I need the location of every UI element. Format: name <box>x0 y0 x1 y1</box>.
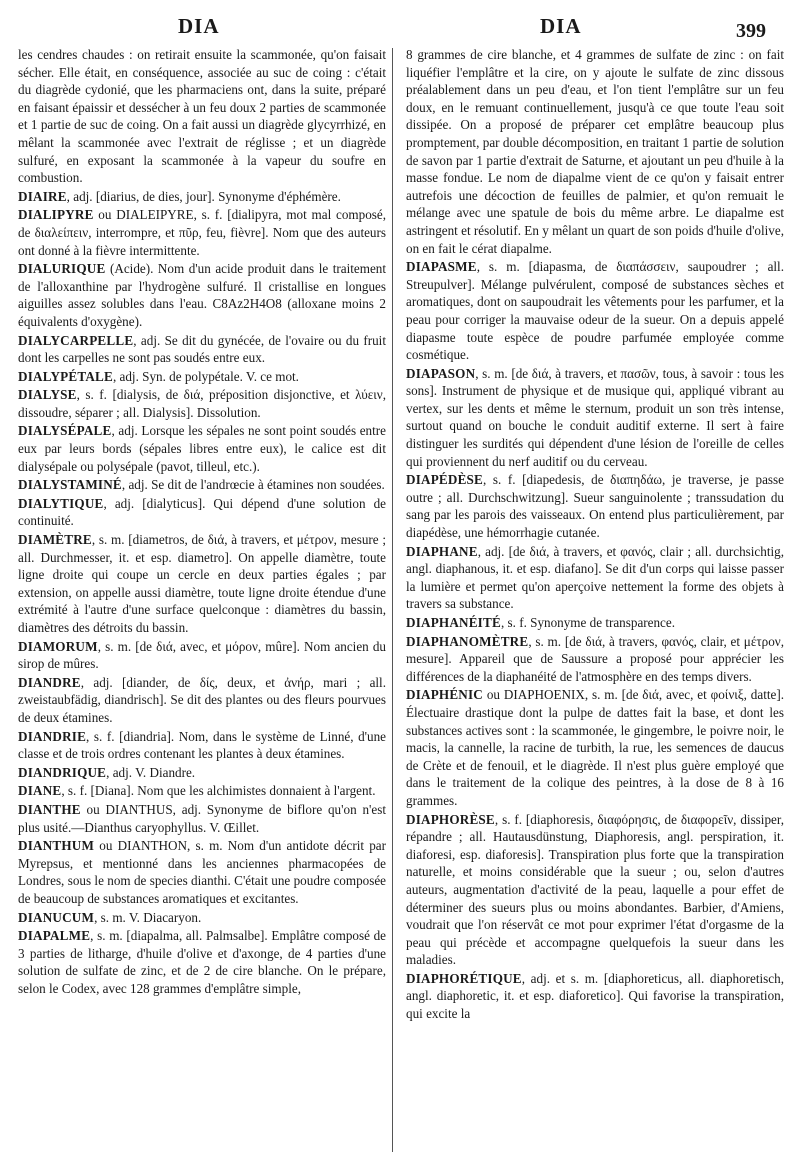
entry-headword: DIAPHORÉTIQUE <box>406 970 522 986</box>
entry-headword: DIAPHANE <box>406 543 478 559</box>
dictionary-entry <box>406 258 784 364</box>
entry-headword: DIALYSE <box>18 387 77 403</box>
entry-text: , adj. [dialyticus]. Qui dépend d'une solution de continuité. <box>18 495 386 529</box>
dictionary-entry <box>18 495 386 530</box>
entry-text: , adj. Se dit de l'andrœcie à étamines non soudées. <box>121 477 385 493</box>
entry-text: , s. m. [diapasma, de διαπάσσειν, saupoudrer ; all. Streupulver]. Mélange pulvérulent, composé de substances sèches et aromatiques, dont on saupoudrait les vêtements pour les parfumer, et la peau pour corriger la mauvaise odeur de la sueur. On a depuis appelé diapasme toute espèce de poudre parfumée employée comme cosmétique. <box>406 259 784 363</box>
dictionary-entry <box>18 188 386 206</box>
entry-headword: DIALIPYRE <box>18 207 94 223</box>
running-head-left: DIA <box>178 14 220 38</box>
entry-headword: DIAPÉDÈSE <box>406 472 484 488</box>
entry-continuation <box>406 46 784 257</box>
entry-headword: DIAPHANOMÈTRE <box>406 633 529 649</box>
entry-headword: DIANDRIQUE <box>18 764 107 780</box>
dictionary-entry <box>18 728 386 763</box>
column-divider <box>392 48 393 1152</box>
dictionary-entry <box>18 927 386 997</box>
entry-text: , s. m. V. Diacaryon. <box>94 909 202 925</box>
entry-text: , adj. Se dit du gynécée, de l'ovaire ou du fruit dont les carpelles ne sont pas soudés entre eux. <box>18 332 386 366</box>
dictionary-entry <box>18 638 386 673</box>
entry-text: , s. f. [diaphoresis, διαφόρησις, de διαφορεῖν, dissiper, répandre ; all. Hautausdünstung, Diaphoresis, angl. perspiration, it. diaforesi, esp. diaforesis]. Transpiration plus forte que la transpiration naturelle, et moins considérable que la sueur ; ou, selon d'autres auteurs, augmentation d'activité de la peau, laquelle a pour effet de déterminer des sueurs plus ou moins abondantes. Barbier, d'Amiens, voudrait que l'on réservât ce mot pour exprimer l'état d'orgasme de la peau qui précède et accompagne quelquefois la sueur dans les maladies. <box>406 811 784 968</box>
entry-text: , s. f. [dialysis, de διά, préposition disjonctive, et λύειν, dissoudre, séparer ; all. Dialysis]. Dissolution. <box>18 387 386 420</box>
running-head-right: DIA <box>540 14 582 38</box>
dictionary-entry <box>18 386 386 421</box>
entry-headword: DIANUCUM <box>18 909 95 925</box>
entry-headword: DIANE <box>18 783 62 799</box>
entry-text: , s. m. [diametros, de διά, à travers, et μέτρον, mesure ; all. Durchmesser, it. et esp. diametro]. On appelle diamètre, toute ligne droite qui coupe un cercle en deux parties égales ; par extension, on appelle aussi diamètre, toute ligne droite étendue d'une extrémité à l'autre d'une surface quelconque : diamètres du bassin, diamètres des détroits du bassin. <box>18 532 386 635</box>
entry-text: , s. f. [Diana]. Nom que les alchimistes donnaient à l'argent. <box>61 783 376 799</box>
dictionary-entry <box>18 422 386 475</box>
dictionary-entry <box>406 471 784 541</box>
entry-headword: DIAIRE <box>18 188 67 204</box>
entry-headword: DIALYSÉPALE <box>18 423 112 439</box>
dictionary-entry <box>406 543 784 613</box>
dictionary-entry <box>18 909 386 927</box>
entry-headword: DIALYPÉTALE <box>18 368 113 384</box>
entry-text: , adj. Lorsque les sépales ne sont point soudés entre eux par leurs bords (sépales libres entre eux), le calice est dit dialysépale ou polysépale (pavot, tilleul, etc.). <box>18 423 386 474</box>
entry-headword: DIAPASME <box>406 259 477 275</box>
entry-text: (Acide). Nom d'un acide produit dans le traitement de l'alloxanthine par l'hydrogène sulfuré. Il cristallise en longues aiguilles assez solubles dans l'eau. C8Az2H4O8 (alloxane moins 2 équivalents d'oxygène). <box>18 261 386 329</box>
dictionary-entry <box>18 801 386 836</box>
entry-text: , s. f. [diapedesis, de διαπηδάω, je traverse, je passe outre ; all. Durchschwitzung]. Sueur sanguinolente ; transsudation du sang par les parois des vaisseaux. On entend plus particulièrement, par diapédèse, une hémorrhagie cutanée. <box>406 472 784 541</box>
entry-text: 8 grammes de cire blanche, et 4 grammes de sulfate de zinc : on fait liquéfier l'emplâtre et la cire, on y ajoute le sulfate de zinc dissous préalablement dans un peu d'eau, et l'on tient l'emplâtre sur un feu doux, en le remuant continuellement, jusqu'à ce que toute l'eau soit dissipée. On a proposé de préparer cet emplâtre beaucoup plus promptement, par double décomposition, en traitant 1 partie de solution de savon par 1 partie d'extrait de Saturne, et ajoutant un peu d'huile à la masse fondue. Le nom de diapalme vient de ce qu'on y faisait entrer autrefois une décoction de feuilles de palmier, et qu'on remuait le mélange avec une spatule de bois du même arbre. Le diapalme est astringent et résolutif. En y mêlant un quart de son poids d'huile d'olive, on en fait le cérat diapalme. <box>406 47 784 256</box>
dictionary-entry <box>406 970 784 1023</box>
dictionary-entry <box>18 674 386 727</box>
dictionary-entry <box>18 782 386 800</box>
entry-headword: DIANDRIE <box>18 728 87 744</box>
entry-headword: DIALURIQUE <box>18 261 106 277</box>
entry-headword: DIALYCARPELLE <box>18 332 134 348</box>
entry-text: , adj. et s. m. [diaphoreticus, all. diaphoretisch, angl. diaphoretic, it. et esp. diaforetico]. Qui favorise la transpiration, qui excite la <box>406 970 784 1022</box>
entry-text: ou DIALEIPYRE, s. f. [dialipyra, mot mal composé, de διαλείπειν, interrompre, et πῦρ, feu, fièvre]. Nom que des auteurs ont donné à la fièvre intermittente. <box>18 207 386 258</box>
entry-headword: DIANTHUM <box>18 838 95 854</box>
entry-text: , s. m. [de διά, à travers, φανός, clair, et μέτρον, mesure]. Appareil que de Saussure a proposé pour apprécier les différences de la diaphanéité de l'atmosphère en des temps divers. <box>406 633 784 684</box>
entry-headword: DIAPHÉNIC <box>406 687 483 703</box>
entry-text: , adj. Syn. de polypétale. V. ce mot. <box>112 368 299 384</box>
entry-headword: DIALYTIQUE <box>18 495 104 511</box>
entry-headword: DIANDRE <box>18 674 81 690</box>
right-column <box>406 46 784 1023</box>
left-column <box>18 46 386 997</box>
dictionary-entry <box>406 686 784 809</box>
entry-text: ou DIAPHOENIX, s. m. [de διά, avec, et φοίνιξ, datte]. Électuaire drastique dont la pulpe de dattes fait la base, et dont les substances actives sont : la scammonée, le gingembre, le poivre noir, le macis, la cannelle, la racine de turbith, la rue, les semences de daucus de Crète et de fenouil, et le diagrède. Il n'est plus guère employé que dans le traitement de la colique des peintres, à la dose de 8 à 16 grammes. <box>406 687 784 808</box>
entry-headword: DIAMÈTRE <box>18 532 92 548</box>
entry-text: , s. m. [diapalma, all. Palmsalbe]. Emplâtre composé de 3 parties de litharge, d'huile d'olive et d'axonge, de 4 parties d'une solution de sulfate de zinc, et de 2 de cire blanche. On le prépare, selon le Codex, avec 128 grammes d'emplâtre simple, <box>18 928 386 996</box>
entry-text: , adj. [diarius, de dies, jour]. Synonyme d'éphémère. <box>66 188 341 204</box>
page-number: 399 <box>736 20 766 42</box>
entry-text: les cendres chaudes : on retirait ensuite la scammonée, qu'on faisait sécher. Elle était, en conséquence, associée au suc de coing : c'était du diagrède cydonié, que les pharmaciens ont, dans la suite, préparé en faisant épaissir et dessécher à un feu doux 2 parties de scammonée et 1 partie de suc de coing. On a fait aussi un diagrède glycyrrhizé, en mêlant la scammonée avec l'extrait de réglisse ; et un diagrède sulfuré, en exposant la scammonée à la vapeur du soufre en combustion. <box>18 47 386 186</box>
entry-continuation <box>18 46 386 187</box>
entry-text: , s. f. Synonyme de transparence. <box>500 615 675 630</box>
dictionary-entry <box>18 260 386 330</box>
entry-text: , adj. V. Diandre. <box>106 764 196 780</box>
dictionary-entry <box>18 206 386 259</box>
dictionary-entry <box>18 531 386 637</box>
entry-text: ou DIANTHON, s. m. Nom d'un antidote décrit par Myrepsus, et mentionné dans les anciennes pharmacopées de Londres, sous le nom de species dianthi. C'était une poudre composée de beaucoup de substances aromatiques et excitantes. <box>18 838 386 906</box>
entry-headword: DIAPHORÈSE <box>406 811 495 827</box>
entry-headword: DIAPHANÉITÉ <box>406 615 501 630</box>
dictionary-entry <box>18 332 386 367</box>
entry-headword: DIAPALME <box>18 928 91 944</box>
entry-text: , s. f. [diandria]. Nom, dans le système de Linné, d'une classe et de trois ordres contenant les plantes à deux étamines. <box>18 728 386 762</box>
dictionary-entry <box>406 633 784 686</box>
entry-text: ou DIANTHUS, adj. Synonyme de biflore qu'on n'est plus usité.—Dianthus caryophyllus. V. Œillet. <box>18 801 386 835</box>
entry-text: , adj. [diander, de δίς, deux, et ἀνήρ, mari ; all. zweistaubfädig, diandrisch]. Se dit des plantes ou des fleurs pourvues de deux étamines. <box>18 674 386 725</box>
dictionary-entry <box>406 614 784 632</box>
dictionary-entry <box>18 837 386 907</box>
entry-text: , s. m. [de διά, à travers, et πασῶν, tous, à savoir : tous les sons]. Instrument de physique et de musique qui, appliqué vibrant au vertex, sur les dents et même le sternum, produit un son très intense, surtout quand on bouche le conduit auditif externe. Il sert à faire distinguer les surdités qui dépendent d'une lésion de l'oreille de celles qui proviennent du nerf auditif ou du cerveau. <box>406 365 784 469</box>
entry-headword: DIAPASON <box>406 365 476 381</box>
entry-text: , s. m. [de διά, avec, et μόρον, mûre]. Nom ancien du sirop de mûres. <box>18 638 386 672</box>
dictionary-entry <box>18 368 386 386</box>
entry-headword: DIALYSTAMINÉ <box>18 477 122 493</box>
dictionary-entry <box>406 811 784 969</box>
entry-text: , adj. [de διά, à travers, et φανός, clair ; all. durchsichtig, angl. diaphanous, it. et esp. diafano]. Se dit d'un corps qui laisse passer la lumière et permet qu'on aperçoive nettement la forme des objets à travers sa substance. <box>406 543 784 612</box>
dictionary-entry <box>18 764 386 782</box>
entry-headword: DIAMORUM <box>18 638 98 654</box>
dictionary-entry <box>406 365 784 471</box>
entry-headword: DIANTHE <box>18 801 81 817</box>
dictionary-entry <box>18 476 386 494</box>
